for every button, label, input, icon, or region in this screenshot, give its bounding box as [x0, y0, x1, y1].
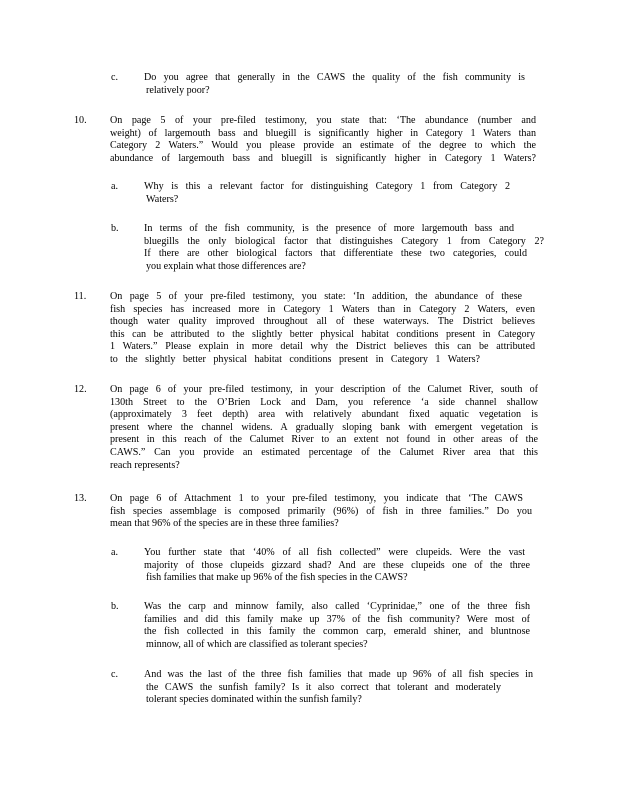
item-marker: 12.	[74, 384, 87, 395]
text-line: bluegills the only biological factor that distinguishes Category 1 from Category 2?	[144, 235, 544, 247]
item-marker: c.	[111, 669, 119, 680]
item-text	[144, 669, 533, 707]
text-line: mean that 96% of the species are in these three families?	[110, 518, 339, 530]
item-text	[144, 72, 525, 97]
text-line: Why is this a relevant factor for distinguishing Category 1 from Category 2	[144, 181, 510, 192]
text-line: CAWS.” Can you provide an estimated percentage of the Calumet River area that this	[110, 446, 538, 458]
text-line: abundance of largemouth bass and bluegill is significantly higher in Category 1 Waters?	[110, 152, 536, 164]
text-line: you explain what those differences are?	[146, 260, 306, 272]
text-line: Do you agree that generally in the CAWS the quality of the fish community is	[144, 72, 525, 83]
text-line: present where the channel widens. A gradually sloping bank with emergent vegetation is	[110, 421, 538, 433]
item-marker: b.	[111, 223, 119, 234]
text-line: Waters?	[146, 193, 179, 205]
text-line: to the slightly better physical habitat conditions present in Category 1 Waters?	[110, 353, 480, 365]
item-text	[144, 181, 510, 206]
item-marker: a.	[111, 547, 119, 558]
text-line: fish species assemblage is composed primarily (96%) of fish in three families.” Do you	[110, 505, 532, 517]
text-line: weight) of largemouth bass and bluegill is significantly higher in Category 1 Waters than	[110, 127, 536, 139]
text-line: though water quality improved throughout all of these waterways. The District believes	[110, 316, 535, 328]
item-text	[110, 384, 538, 472]
text-line: 1 Waters.” Please explain in more detail why the District believes this can be attributed	[110, 341, 535, 353]
item-text	[110, 291, 535, 367]
text-line: Category 2 Waters.” Would you please provide an estimate of the degree to which the	[110, 140, 536, 152]
text-line: reach represents?	[110, 459, 180, 471]
item-text	[144, 547, 530, 585]
text-line: On page 6 of your pre-filed testimony, in your description of the Calumet River, south of	[110, 384, 538, 395]
item-marker: 11.	[74, 291, 87, 302]
text-line: In terms of the fish community, is the presence of more largemouth bass and	[144, 223, 514, 234]
text-line: minnow, all of which are classified as tolerant species?	[146, 638, 368, 650]
item-marker: c.	[111, 72, 119, 83]
item-text	[110, 493, 532, 531]
text-line: If there are other biological factors that differentiate these two categories, could	[144, 248, 527, 260]
text-line: the fish collected in this family the common carp, emerald shiner, and bluntnose	[144, 626, 530, 638]
item-marker: b.	[111, 601, 119, 612]
item-marker: 10.	[74, 115, 87, 126]
text-line: this can be attributed to the slightly better physical habitat conditions present in Category	[110, 328, 535, 340]
text-line: On page 5 of your pre-filed testimony, you state that: ‘The abundance (number and	[110, 115, 536, 126]
text-line: present in this reach of the Calumet River to an extent not found in other areas of the	[110, 434, 538, 446]
text-line: tolerant species dominated within the sunfish family?	[146, 694, 362, 706]
item-text	[144, 223, 544, 273]
text-line: fish species has increased more in Category 1 Waters than in Category 2 Waters, even	[110, 303, 535, 315]
text-line: Was the carp and minnow family, also called ‘Cyprinidae,” one of the three fish	[144, 601, 530, 612]
text-line: 130th Street to the O’Brien Lock and Dam, you reference ‘a side channel shallow	[110, 396, 538, 408]
text-line: majority of those clupeids gizzard shad? And are these clupeids one of the three	[144, 559, 530, 571]
text-line: You further state that ‘40% of all fish collected” were clupeids. Were the vast	[144, 547, 525, 558]
item-text	[144, 601, 530, 651]
text-line: relatively poor?	[146, 84, 210, 96]
text-line: On page 6 of Attachment 1 to your pre-filed testimony, you indicate that ‘The CAWS	[110, 493, 523, 504]
item-text	[110, 115, 536, 165]
text-line: the CAWS the sunfish family? Is it also correct that tolerant and moderately	[146, 681, 501, 693]
text-line: On page 5 of your pre-filed testimony, you state: ‘In addition, the abundance of these	[110, 291, 522, 302]
item-marker: 13.	[74, 493, 87, 504]
text-line: And was the last of the three fish families that made up 96% of all fish species in	[144, 669, 533, 680]
item-marker: a.	[111, 181, 119, 192]
text-line: families and did this family make up 37% of the fish community? Were most of	[144, 613, 530, 625]
text-line: fish families that make up 96% of the fish species in the CAWS?	[146, 572, 408, 584]
text-line: (approximately 3 feet depth) area with relatively abundant fixed aquatic vegetation is	[110, 409, 538, 421]
